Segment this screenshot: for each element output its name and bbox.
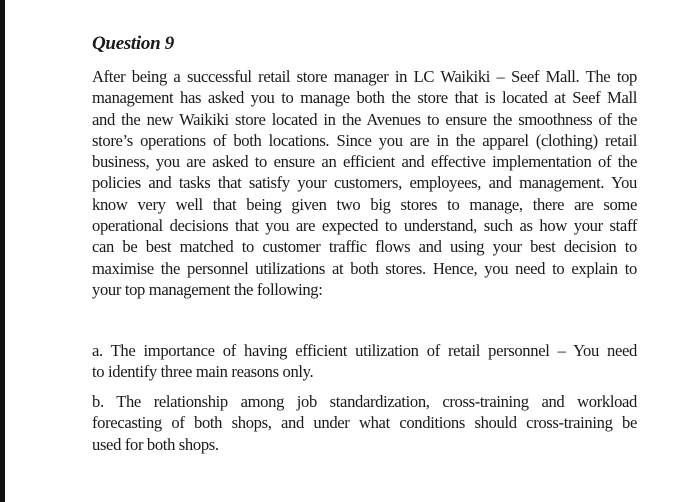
left-border xyxy=(0,0,5,502)
text-line: your top management the following: xyxy=(92,279,323,299)
text-line: store’s operations of both locations. Since you are in the apparel (clothing) retail xyxy=(92,130,637,150)
text-line: to identify three main reasons only. xyxy=(92,362,314,382)
text-line: forecasting of both shops, and under what conditions should cross-training be xyxy=(92,413,637,433)
text-line: After being a successful retail store manager in LC Waikiki – Seef Mall. The top xyxy=(92,67,637,86)
text-line: used for both shops. xyxy=(92,434,219,454)
text-line: maximise the personnel utilizations at both stores. Hence, you need to explain to xyxy=(92,258,637,278)
question-title: Question 9 xyxy=(92,33,174,54)
text-line: can be best matched to customer traffic flows and using your best decision to xyxy=(92,237,637,257)
text-line: business, you are asked to ensure an efficient and effective implementation of the xyxy=(92,152,637,172)
sub-question-a xyxy=(92,340,637,383)
text-line: b. The relationship among job standardization, cross-training and workload xyxy=(92,392,637,411)
text-line: know very well that being given two big stores to manage, there are some xyxy=(92,194,637,214)
text-line: policies and tasks that satisfy your customers, employees, and management. You xyxy=(92,173,637,193)
text-line: management has asked you to manage both the store that is located at Seef Mall xyxy=(92,88,637,108)
text-line: a. The importance of having efficient utilization of retail personnel – You need xyxy=(92,341,637,360)
text-line: operational decisions that you are expected to understand, such as how your staff xyxy=(92,216,637,236)
sub-question-b xyxy=(92,391,637,455)
question-intro-paragraph xyxy=(92,66,637,300)
text-line: and the new Waikiki store located in the Avenues to ensure the smoothness of the xyxy=(92,109,637,129)
